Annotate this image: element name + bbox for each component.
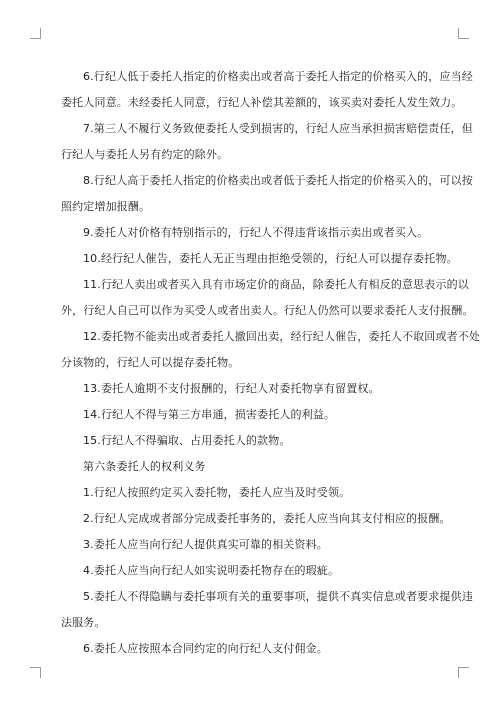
paragraph-clause-10: 10.经行纪人催告，委托人无正当理由拒绝受领的，行纪人可以提存委托物。 — [83, 252, 458, 265]
paragraph-principal-3: 3.委托人应当向行纪人提供真实可靠的相关资料。 — [83, 538, 328, 551]
paragraph-clause-14: 14.行纪人不得与第三方串通，损害委托人的利益。 — [83, 408, 336, 421]
section-heading-article-6: 第六条委托人的权利义务 — [83, 460, 206, 473]
crop-mark-bottom-right — [458, 667, 469, 678]
paragraph-clause-7: 7.第三人不履行义务致使委托人受到损害的，行纪人应当承担损害赔偿责任，但行纪人与委托人另有约定的除外。 — [61, 122, 473, 161]
paragraph-clause-6: 6.行纪人低于委托人指定的价格卖出或者高于委托人指定的价格买入的，应当经委托人同意。未经委托人同意，行纪人补偿其差额的，该买卖对委托人发生效力。 — [61, 70, 473, 109]
paragraph-principal-6: 6.委托人应按照本合同约定的向行纪人支付佣金。 — [83, 642, 328, 655]
crop-mark-top-right — [458, 28, 469, 39]
paragraph-clause-9: 9.委托人对价格有特别指示的，行纪人不得违背该指示卖出或者买入。 — [83, 226, 429, 239]
paragraph-principal-5: 5.委托人不得隐瞒与委托事项有关的重要事项，提供不真实信息或者要求提供违法服务。 — [61, 590, 473, 629]
document-body — [61, 64, 481, 662]
paragraph-clause-13: 13.委托人逾期不支付报酬的，行纪人对委托物享有留置权。 — [83, 382, 380, 395]
paragraph-clause-8: 8.行纪人高于委托人指定的价格卖出或者低于委托人指定的价格买入的，可以按照约定增加报酬。 — [61, 174, 473, 213]
paragraph-clause-15: 15.行纪人不得骗取、占用委托人的款物。 — [83, 434, 291, 447]
crop-mark-top-left — [30, 28, 41, 39]
paragraph-clause-11: 11.行纪人卖出或者买入具有市场定价的商品，除委托人有相反的意思表示的以外，行纪人自己可以作为买受人或者出卖人。行纪人仍然可以要求委托人支付报酬。 — [61, 278, 474, 317]
paragraph-principal-4: 4.委托人应当向行纪人如实说明委托物存在的瑕疵。 — [83, 564, 340, 577]
crop-mark-bottom-left — [30, 667, 41, 678]
paragraph-clause-12: 12.委托物不能卖出或者委托人撤回出卖，经行纪人催告，委托人不取回或者不处分该物的，行纪人可以提存委托物。 — [61, 330, 481, 369]
paragraph-principal-1: 1.行纪人按照约定买入委托物，委托人应当及时受领。 — [83, 486, 351, 499]
paragraph-principal-2: 2.行纪人完成或者部分完成委托事务的，委托人应当向其支付相应的报酬。 — [83, 512, 451, 525]
